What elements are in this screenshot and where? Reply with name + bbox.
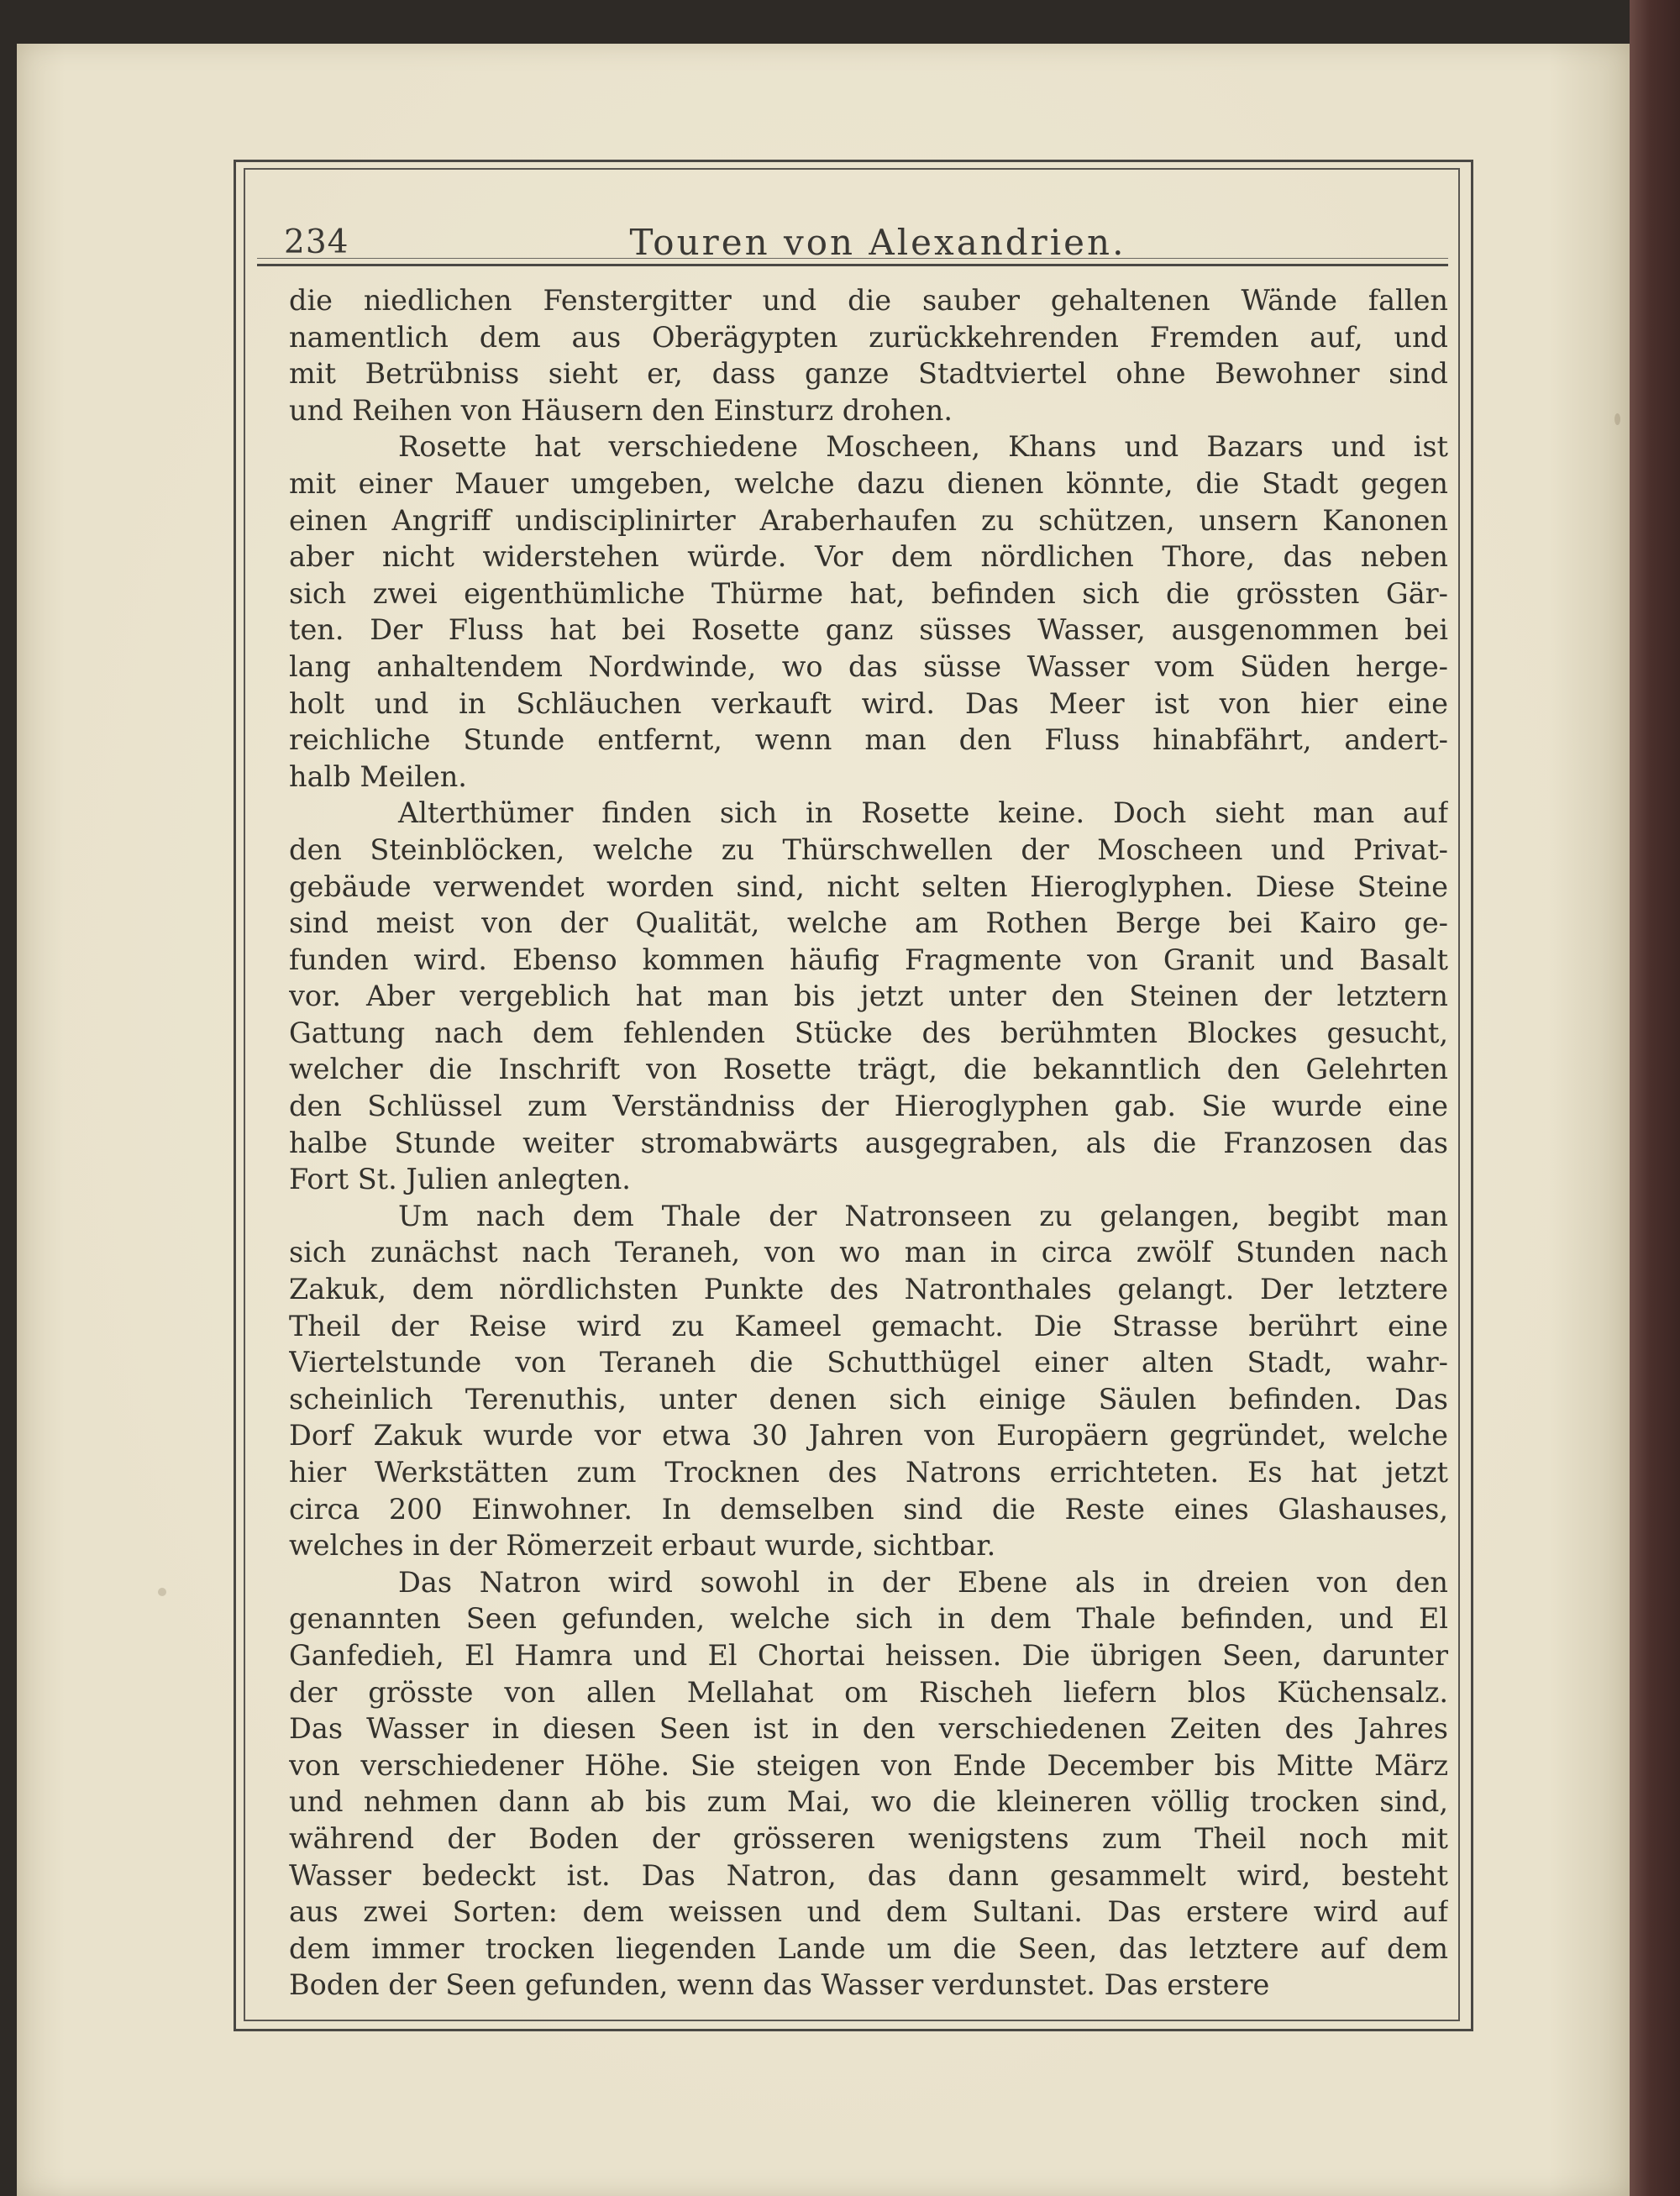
- text-line: Rosette hat verschiedene Moscheen, Khans und Bazars und ist: [398, 430, 1448, 464]
- text-line: einen Angriff undisciplinirter Araberhaufen zu schützen, unsern Kanonen: [289, 503, 1448, 537]
- text-line: genannten Seen gefunden, welche sich in dem Thale befinden, und El: [289, 1602, 1448, 1636]
- book-cover-edge: [1630, 0, 1680, 2196]
- text-line: lang anhaltendem Nordwinde, wo das süsse Wasser vom Süden herge-: [289, 649, 1448, 683]
- text-line: sich zwei eigenthümliche Thürme hat, befinden sich die grössten Gär-: [289, 576, 1448, 610]
- text-line: den Steinblöcken, welche zu Thürschwellen der Moscheen und Privat-: [289, 833, 1448, 866]
- text-line: ten. Der Fluss hat bei Rosette ganz süsses Wasser, ausgenommen bei: [289, 613, 1448, 647]
- text-line: Gattung nach dem fehlenden Stücke des berühmten Blockes gesucht,: [289, 1016, 1448, 1049]
- text-line: aber nicht widerstehen würde. Vor dem nördlichen Thore, das neben: [289, 540, 1448, 574]
- text-line: und nehmen dann ab bis zum Mai, wo die kleineren völlig trocken sind,: [289, 1785, 1448, 1819]
- running-title: Touren von Alexandrien.: [629, 222, 1126, 263]
- text-line: namentlich dem aus Oberägypten zurückkehrenden Fremden auf, und: [289, 320, 1448, 354]
- text-line: Theil der Reise wird zu Kameel gemacht. Die Strasse berührt eine: [289, 1309, 1448, 1342]
- text-line: aus zwei Sorten: dem weissen und dem Sultani. Das erstere wird auf: [289, 1895, 1448, 1929]
- text-line: vor. Aber vergeblich hat man bis jetzt unter den Steinen der letztern: [289, 980, 1448, 1013]
- text-line: Das Wasser in diesen Seen ist in den verschiedenen Zeiten des Jahres: [289, 1712, 1448, 1746]
- text-line: dem immer trocken liegenden Lande um die Seen, das letztere auf dem: [289, 1931, 1448, 1965]
- text-line: Boden der Seen gefunden, wenn das Wasser verdunstet. Das erstere: [289, 1968, 1270, 2002]
- text-line: hier Werkstätten zum Trocknen des Natrons errichteten. Es hat jetzt: [289, 1456, 1448, 1489]
- text-line: Wasser bedeckt ist. Das Natron, das dann gesammelt wird, besteht: [289, 1858, 1448, 1892]
- text-line: die niedlichen Fenstergitter und die sauber gehaltenen Wände fallen: [289, 284, 1448, 317]
- body-text: [289, 282, 1448, 2004]
- text-line: gebäude verwendet worden sind, nicht selten Hieroglyphen. Diese Steine: [289, 869, 1448, 903]
- text-line: sich zunächst nach Teraneh, von wo man in circa zwölf Stunden nach: [289, 1236, 1448, 1269]
- text-line: Ganfedieh, El Hamra und El Chortai heissen. Die übrigen Seen, darunter: [289, 1638, 1448, 1672]
- text-line: Dorf Zakuk wurde vor etwa 30 Jahren von Europäern gegründet, welche: [289, 1419, 1448, 1453]
- text-line: sind meist von der Qualität, welche am Rothen Berge bei Kairo ge-: [289, 906, 1448, 940]
- page-number: 234: [284, 223, 349, 261]
- paper-spot: [158, 1588, 166, 1596]
- text-line: Fort St. Julien anlegten.: [289, 1163, 631, 1196]
- text-line: während der Boden der grösseren wenigstens zum Theil noch mit: [289, 1821, 1448, 1855]
- text-line: Um nach dem Thale der Natronseen zu gelangen, begibt man: [398, 1199, 1448, 1232]
- text-line: circa 200 Einwohner. In demselben sind die Reste eines Glashauses,: [289, 1492, 1448, 1526]
- text-line: Das Natron wird sowohl in der Ebene als in dreien von den: [398, 1565, 1448, 1599]
- text-line: der grösste von allen Mellahat om Rischeh liefern blos Küchensalz.: [289, 1675, 1448, 1709]
- text-line: reichliche Stunde entfernt, wenn man den Fluss hinabfährt, andert-: [289, 723, 1448, 757]
- text-line: halb Meilen.: [289, 759, 467, 793]
- text-line: halbe Stunde weiter stromabwärts ausgegraben, als die Franzosen das: [289, 1126, 1448, 1159]
- text-line: den Schlüssel zum Verständniss der Hieroglyphen gab. Sie wurde eine: [289, 1090, 1448, 1123]
- text-line: und Reihen von Häusern den Einsturz drohen.: [289, 393, 953, 427]
- text-line: Alterthümer finden sich in Rosette keine. Doch sieht man auf: [398, 796, 1448, 830]
- text-line: Zakuk, dem nördlichsten Punkte des Natronthales gelangt. Der letztere: [289, 1273, 1448, 1306]
- text-line: mit Betrübniss sieht er, dass ganze Stadtviertel ohne Bewohner sind: [289, 357, 1448, 391]
- text-line: welcher die Inschrift von Rosette trägt, die bekanntlich den Gelehrten: [289, 1053, 1448, 1086]
- paper-spot: [1614, 413, 1620, 425]
- text-line: holt und in Schläuchen verkauft wird. Das Meer ist von hier eine: [289, 686, 1448, 720]
- text-line: welches in der Römerzeit erbaut wurde, sichtbar.: [289, 1529, 996, 1563]
- running-header: [257, 180, 1448, 266]
- text-line: von verschiedener Höhe. Sie steigen von Ende December bis Mitte März: [289, 1748, 1448, 1782]
- text-line: Viertelstunde von Teraneh die Schutthügel einer alten Stadt, wahr-: [289, 1346, 1448, 1379]
- text-line: funden wird. Ebenso kommen häufig Fragmente von Granit und Basalt: [289, 943, 1448, 976]
- text-line: scheinlich Terenuthis, unter denen sich einige Säulen befinden. Das: [289, 1382, 1448, 1416]
- text-line: mit einer Mauer umgeben, welche dazu dienen könnte, die Stadt gegen: [289, 466, 1448, 500]
